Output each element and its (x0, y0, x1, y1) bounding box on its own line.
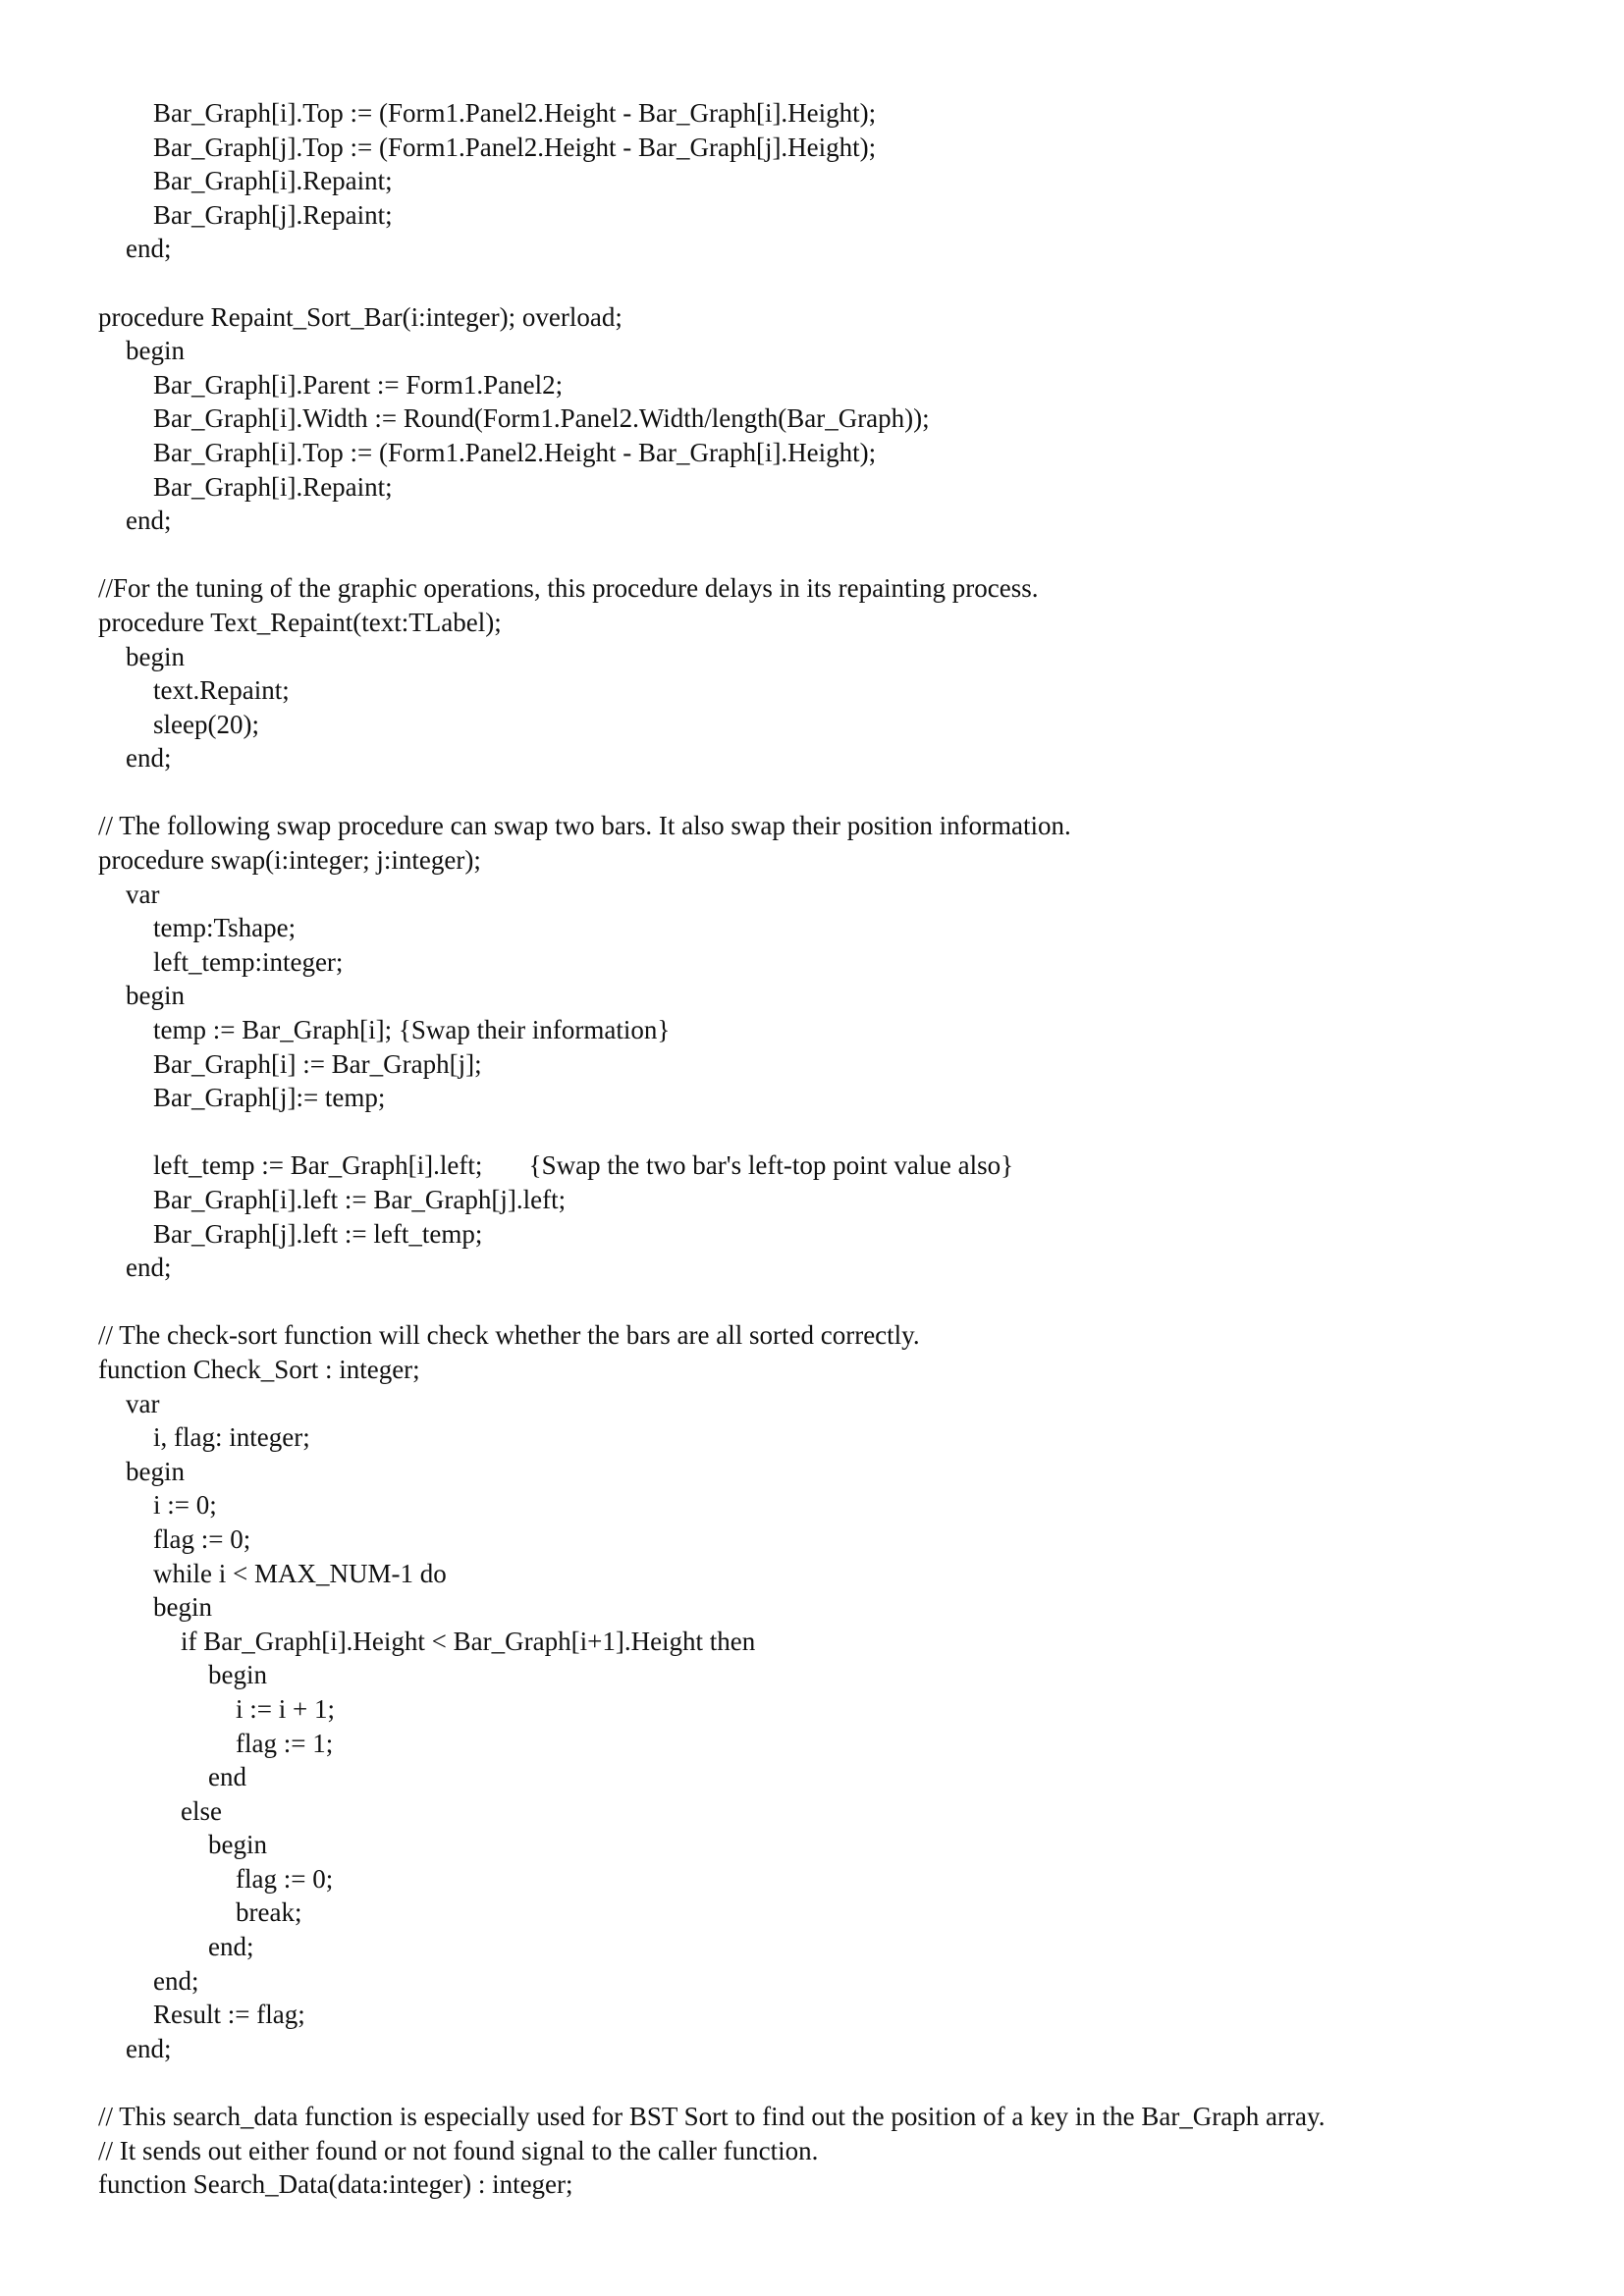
code-line: if Bar_Graph[i].Height < Bar_Graph[i+1].Height then (181, 1626, 756, 1656)
code-line: procedure Repaint_Sort_Bar(i:integer); overload; (98, 301, 623, 332)
code-line: flag := 0; (236, 1863, 334, 1894)
code-line: end; (208, 1932, 254, 1962)
code-line: Result := flag; (153, 2000, 305, 2030)
code-line: end; (126, 234, 172, 264)
code-line: procedure swap(i:integer; j:integer); (98, 845, 481, 876)
code-line: // This search_data function is especially used for BST Sort to find out the position of a key in the Bar_Graph array. (98, 2102, 1326, 2132)
code-line: flag := 0; (153, 1523, 251, 1554)
blank-line (98, 538, 1325, 572)
blank-line (98, 775, 1325, 810)
code-line: else (181, 1795, 222, 1826)
code-line: end; (126, 743, 172, 774)
code-line: left_temp := Bar_Graph[i].left; {Swap the two bar's left-top point value also} (153, 1150, 1014, 1181)
code-line: end; (126, 2033, 172, 2063)
code-line: end; (126, 1253, 172, 1283)
blank-line (98, 266, 1325, 300)
code-line: temp := Bar_Graph[i]; {Swap their information} (153, 1015, 671, 1045)
code-line: while i < MAX_NUM-1 do (153, 1558, 447, 1588)
code-line: begin (153, 1592, 212, 1623)
code-line: end; (126, 506, 172, 536)
code-line: end; (153, 1965, 199, 1996)
code-line: function Check_Sort : integer; (98, 1354, 420, 1384)
code-line: Bar_Graph[i].Repaint; (153, 166, 393, 196)
code-line: flag := 1; (236, 1728, 334, 1758)
code-line: var (126, 1388, 160, 1418)
code-line: begin (126, 1456, 185, 1486)
code-line: end (208, 1762, 246, 1792)
code-line: // The following swap procedure can swap two bars. It also swap their position information. (98, 811, 1071, 841)
code-line: Bar_Graph[j].left := left_temp; (153, 1218, 483, 1249)
code-line: Bar_Graph[i] := Bar_Graph[j]; (153, 1048, 482, 1079)
code-line: // The check-sort function will check whether the bars are all sorted correctly. (98, 1320, 920, 1351)
code-line: //For the tuning of the graphic operations, this procedure delays in its repainting process. (98, 573, 1039, 604)
code-line: Bar_Graph[j].Top := (Form1.Panel2.Height - Bar_Graph[j].Height); (153, 132, 877, 162)
code-line: i, flag: integer; (153, 1422, 310, 1453)
code-line: Bar_Graph[j]:= temp; (153, 1083, 386, 1113)
code-line: begin (208, 1830, 267, 1860)
code-line: i := 0; (153, 1490, 217, 1521)
code-line: break; (236, 1897, 302, 1928)
code-line: sleep(20); (153, 709, 259, 739)
code-line: procedure Text_Repaint(text:TLabel); (98, 607, 502, 637)
code-line: Bar_Graph[i].Top := (Form1.Panel2.Height - Bar_Graph[i].Height); (153, 437, 877, 467)
code-line: Bar_Graph[i].left := Bar_Graph[j].left; (153, 1185, 567, 1214)
code-line: function Search_Data(data:integer) : integer; (98, 2169, 573, 2200)
code-line: temp:Tshape; (153, 913, 297, 943)
code-line: text.Repaint; (153, 675, 290, 706)
code-line: left_temp:integer; (153, 946, 344, 977)
code-line: // It sends out either found or not found signal to the caller function. (98, 2135, 819, 2165)
code-line: i := i + 1; (236, 1693, 335, 1724)
blank-line (98, 1285, 1325, 1319)
code-line: Bar_Graph[i].Width := Round(Form1.Panel2.Width/length(Bar_Graph)); (153, 403, 930, 434)
code-line: var (126, 879, 160, 909)
code-line: begin (126, 981, 185, 1011)
code-line: begin (126, 641, 185, 671)
code-line: Bar_Graph[i].Parent := Form1.Panel2; (153, 369, 564, 400)
code-line: Bar_Graph[i].Repaint; (153, 471, 393, 502)
code-line: begin (208, 1660, 267, 1690)
blank-line (98, 2065, 1325, 2100)
code-line: begin (126, 336, 185, 366)
code-listing (98, 96, 1325, 2202)
code-line: Bar_Graph[i].Top := (Form1.Panel2.Height - Bar_Graph[i].Height); (153, 98, 877, 128)
blank-line (98, 1115, 1325, 1149)
code-line: Bar_Graph[j].Repaint; (153, 199, 393, 230)
